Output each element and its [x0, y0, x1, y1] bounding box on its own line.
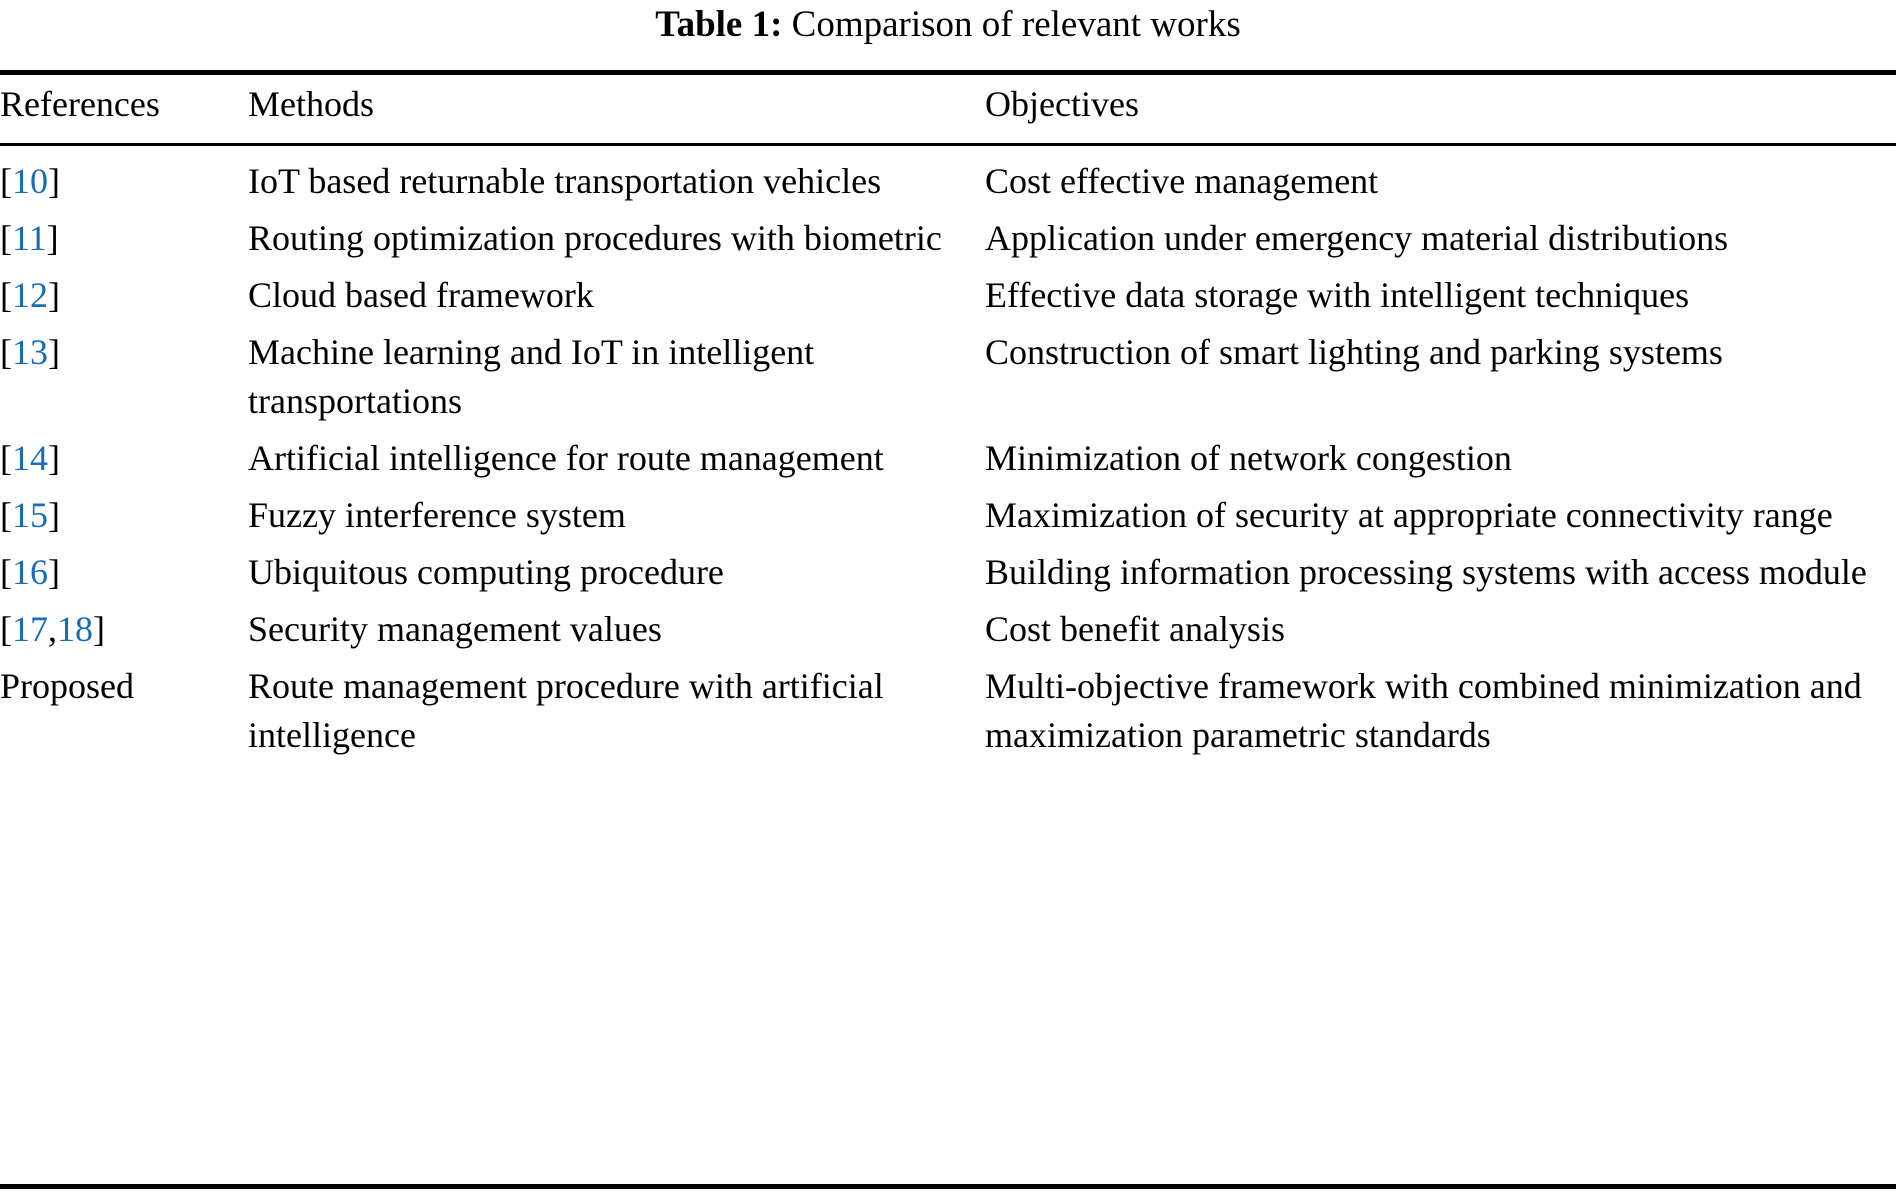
- cell-reference: [0, 157, 248, 214]
- comparison-table: [0, 76, 1896, 768]
- table-bottom-rule: [0, 1184, 1896, 1189]
- cell-objectives: Application under emergency material distributions: [985, 218, 1729, 258]
- cell-reference: [0, 328, 248, 434]
- cell-objectives: Maximization of security at appropriate connectivity range: [985, 495, 1833, 535]
- cell-objectives: Cost effective management: [985, 161, 1379, 201]
- table-row: [0, 491, 1896, 548]
- reference-bracket-close: ]: [48, 552, 60, 592]
- reference-bracket-open: [: [0, 438, 12, 478]
- reference-link[interactable]: 13: [12, 332, 48, 372]
- reference-link[interactable]: 15: [12, 495, 48, 535]
- reference-link[interactable]: 17: [12, 609, 48, 649]
- cell-objectives: Minimization of network congestion: [985, 438, 1512, 478]
- reference-bracket-close: ]: [48, 275, 60, 315]
- reference-bracket-close: ]: [48, 495, 60, 535]
- cell-methods: Route management procedure with artificial intelligence: [248, 666, 884, 755]
- cell-objectives: Building information processing systems with access module: [985, 552, 1867, 592]
- cell-methods: Artificial intelligence for route management: [248, 438, 884, 478]
- cell-reference: [0, 548, 248, 605]
- table-top-rule: [0, 70, 1896, 75]
- cell-objectives: Multi-objective framework with combined minimization and maximization parametric standards: [985, 666, 1862, 755]
- reference-link[interactable]: 12: [12, 275, 48, 315]
- reference-bracket-open: [: [0, 161, 12, 201]
- cell-reference: [0, 662, 248, 768]
- table-row: [0, 662, 1896, 768]
- table-row: [0, 328, 1896, 434]
- table-caption: [0, 2, 1896, 48]
- cell-methods: Cloud based framework: [248, 275, 594, 315]
- table-caption-label: Table 1:: [655, 4, 783, 45]
- reference-link[interactable]: 16: [12, 552, 48, 592]
- reference-bracket-open: [: [0, 495, 12, 535]
- reference-link[interactable]: 14: [12, 438, 48, 478]
- cell-reference: [0, 434, 248, 491]
- cell-methods: IoT based returnable transportation vehicles: [248, 161, 882, 201]
- reference-bracket-open: [: [0, 332, 12, 372]
- reference-bracket-open: [: [0, 275, 12, 315]
- reference-separator: ,: [48, 609, 57, 649]
- table-row: [0, 157, 1896, 214]
- cell-reference: [0, 271, 248, 328]
- table-row: [0, 605, 1896, 662]
- reference-bracket-close: ]: [48, 161, 60, 201]
- reference-bracket-close: ]: [48, 332, 60, 372]
- table-body: [0, 143, 1896, 768]
- table-header-spacer: [0, 143, 1896, 157]
- reference-bracket-close: ]: [93, 609, 105, 649]
- reference-bracket-close: ]: [48, 438, 60, 478]
- cell-methods: Fuzzy interference system: [248, 495, 626, 535]
- cell-methods: Machine learning and IoT in intelligent transportations: [248, 332, 815, 421]
- cell-reference: [0, 214, 248, 271]
- cell-objectives: Effective data storage with intelligent techniques: [985, 275, 1690, 315]
- table-row: [0, 271, 1896, 328]
- cell-methods: Ubiquitous computing procedure: [248, 552, 724, 592]
- table-row: [0, 214, 1896, 271]
- table-row: [0, 434, 1896, 491]
- reference-bracket-open: [: [0, 609, 12, 649]
- column-header-references: References: [0, 84, 160, 124]
- column-header-methods: Methods: [248, 84, 374, 124]
- cell-objectives: Cost benefit analysis: [985, 609, 1285, 649]
- reference-bracket-open: [: [0, 552, 12, 592]
- reference-link[interactable]: 11: [12, 218, 47, 258]
- table-row: [0, 548, 1896, 605]
- table-header-row: [0, 76, 1896, 143]
- reference-bracket-close: ]: [46, 218, 59, 258]
- cell-objectives: Construction of smart lighting and parking systems: [985, 332, 1723, 372]
- reference-link[interactable]: 10: [12, 161, 48, 201]
- cell-reference: [0, 491, 248, 548]
- cell-methods: Routing optimization procedures with biometric: [248, 218, 942, 258]
- reference-link[interactable]: 18: [57, 609, 93, 649]
- column-header-objectives: Objectives: [985, 84, 1139, 124]
- reference-label: Proposed: [0, 666, 134, 706]
- reference-bracket-open: [: [0, 218, 12, 258]
- cell-reference: [0, 605, 248, 662]
- table-caption-text: Comparison of relevant works: [791, 4, 1241, 45]
- cell-methods: Security management values: [248, 609, 662, 649]
